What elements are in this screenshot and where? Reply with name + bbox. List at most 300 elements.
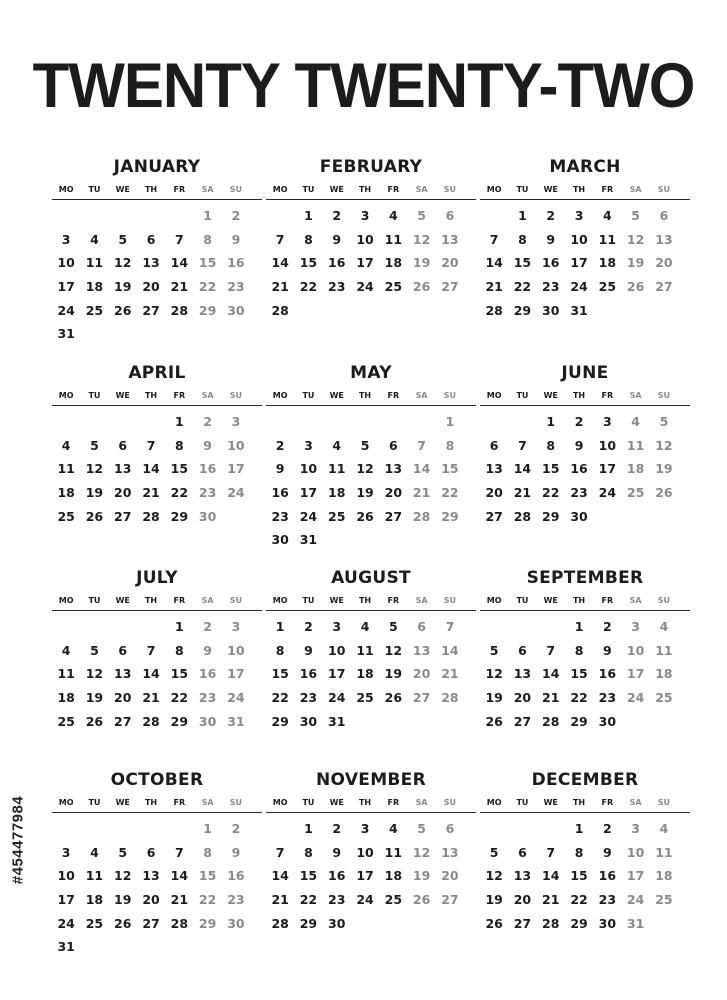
day-cell: 12 — [356, 461, 374, 477]
day-cell: 19 — [485, 892, 503, 908]
day-cell: 19 — [485, 690, 503, 706]
day-cell: 14 — [485, 255, 503, 271]
day-cell: 17 — [57, 892, 75, 908]
day-cell: 3 — [574, 208, 584, 223]
day-cell: 14 — [142, 666, 160, 682]
day-cell: 31 — [57, 939, 75, 955]
day-cell: 19 — [412, 868, 431, 884]
weekday-label: TH — [572, 391, 586, 400]
day-cell: 7 — [146, 437, 156, 453]
day-cell: 11 — [384, 231, 403, 247]
day-cell: 5 — [360, 437, 370, 453]
empty-cell — [52, 204, 80, 228]
empty-cell — [508, 615, 536, 639]
day-cell: 5 — [90, 642, 99, 658]
day-cell: 30 — [328, 915, 346, 931]
day-cell: 24 — [328, 690, 346, 706]
day-cell: 24 — [356, 279, 374, 295]
day-cell: 31 — [299, 532, 318, 548]
day-cell: 13 — [485, 461, 503, 477]
day-cell: 29 — [271, 713, 289, 729]
day-cell: 19 — [412, 255, 431, 271]
empty-cell — [266, 410, 294, 434]
day-cell: 17 — [570, 255, 588, 271]
day-cell: 9 — [602, 642, 612, 658]
weekday-label: SU — [657, 798, 671, 807]
day-cell: 27 — [655, 279, 673, 295]
month-name: APRIL — [128, 363, 186, 383]
month-june — [480, 361, 690, 528]
empty-cell — [137, 410, 165, 434]
day-cell: 25 — [626, 485, 645, 501]
day-cell: 31 — [328, 713, 346, 729]
day-cell: 23 — [299, 690, 318, 706]
empty-cell — [137, 817, 165, 841]
day-cell: 11 — [598, 231, 617, 247]
empty-cell — [323, 410, 351, 434]
day-cell: 30 — [598, 915, 617, 931]
weekday-label: SU — [443, 798, 457, 807]
day-cell: 9 — [203, 642, 212, 658]
day-cell: 26 — [384, 690, 403, 706]
day-cell: 17 — [598, 461, 617, 477]
day-cell: 17 — [227, 666, 245, 682]
weekday-label: SA — [201, 391, 214, 400]
empty-cell — [351, 410, 379, 434]
weekday-label: FR — [173, 391, 186, 400]
day-cell: 1 — [174, 414, 184, 429]
day-cell: 3 — [602, 414, 612, 429]
day-cell: 2 — [203, 619, 212, 634]
day-cell: 7 — [275, 844, 285, 860]
day-cell: 27 — [441, 892, 459, 908]
day-cell: 12 — [655, 437, 673, 453]
day-cell: 21 — [513, 485, 532, 501]
empty-cell — [407, 410, 435, 434]
day-cell: 9 — [574, 437, 584, 453]
weekday-label: SU — [229, 596, 243, 605]
day-cell: 29 — [542, 508, 560, 524]
day-cell: 9 — [332, 844, 342, 860]
day-cell: 20 — [142, 279, 160, 295]
day-cell: 22 — [441, 485, 459, 501]
day-cell: 14 — [170, 868, 189, 884]
day-cell: 23 — [570, 485, 588, 501]
day-cell: 18 — [57, 485, 75, 501]
day-cell: 6 — [417, 619, 426, 634]
day-cell: 21 — [142, 485, 160, 501]
day-cell: 10 — [626, 844, 645, 860]
day-cell: 15 — [441, 461, 459, 477]
month-name: JANUARY — [113, 157, 201, 177]
weekday-label: MO — [272, 596, 288, 605]
day-cell: 12 — [114, 868, 132, 884]
day-cell: 8 — [275, 642, 285, 658]
day-cell: 20 — [142, 892, 160, 908]
day-cell: 11 — [655, 642, 673, 658]
empty-cell — [52, 410, 80, 434]
day-cell: 11 — [356, 642, 374, 658]
day-cell: 10 — [57, 255, 75, 271]
day-cell: 6 — [518, 642, 527, 658]
day-cell: 15 — [542, 461, 560, 477]
weekday-label: TU — [516, 798, 529, 807]
empty-cell — [537, 615, 565, 639]
weekday-label: WE — [115, 185, 130, 194]
day-cell: 17 — [356, 255, 374, 271]
day-cell: 2 — [602, 821, 612, 836]
month-name: NOVEMBER — [316, 770, 426, 790]
weekday-label: MO — [486, 391, 502, 400]
day-cell: 12 — [384, 642, 403, 658]
weekday-label: TU — [516, 596, 529, 605]
day-cell: 28 — [542, 713, 560, 729]
month-name: AUGUST — [331, 568, 411, 588]
day-cell: 2 — [275, 437, 285, 453]
month-september — [480, 566, 690, 733]
day-cell: 23 — [598, 892, 617, 908]
day-cell: 9 — [203, 437, 212, 453]
day-cell: 31 — [57, 326, 75, 342]
day-cell: 12 — [485, 666, 503, 682]
weekday-label: SU — [657, 185, 671, 194]
day-cell: 5 — [118, 231, 128, 247]
month-november — [266, 768, 476, 935]
weekday-label: TU — [88, 391, 101, 400]
day-cell: 29 — [198, 302, 217, 318]
day-cell: 16 — [198, 666, 217, 682]
day-cell: 21 — [485, 279, 503, 295]
day-cell: 8 — [574, 642, 584, 658]
day-cell: 8 — [304, 844, 313, 860]
day-cell: 17 — [227, 461, 245, 477]
day-cell: 18 — [384, 868, 403, 884]
day-cell: 10 — [626, 642, 645, 658]
empty-cell — [109, 410, 137, 434]
empty-cell — [480, 410, 508, 434]
day-cell: 11 — [85, 255, 104, 271]
empty-cell — [137, 204, 165, 228]
day-cell: 10 — [227, 642, 245, 658]
day-cell: 7 — [275, 231, 285, 247]
empty-cell — [165, 204, 193, 228]
day-cell: 20 — [655, 255, 673, 271]
day-cell: 5 — [631, 208, 640, 223]
day-cell: 3 — [360, 821, 370, 836]
weekday-label: FR — [173, 798, 186, 807]
weekday-label: TH — [572, 798, 586, 807]
day-cell: 8 — [546, 437, 556, 453]
day-cell: 1 — [304, 208, 313, 223]
day-cell: 25 — [356, 690, 374, 706]
weekday-label: FR — [387, 391, 400, 400]
day-cell: 24 — [57, 302, 75, 318]
day-cell: 28 — [271, 915, 289, 931]
weekday-label: TH — [358, 596, 372, 605]
day-cell: 15 — [299, 255, 318, 271]
day-cell: 7 — [546, 844, 556, 860]
day-cell: 1 — [174, 619, 184, 634]
weekday-header — [52, 181, 262, 200]
day-cell: 26 — [356, 508, 374, 524]
day-cell: 13 — [142, 868, 160, 884]
empty-cell — [294, 410, 322, 434]
weekday-label: FR — [601, 798, 614, 807]
day-cell: 9 — [602, 844, 612, 860]
day-grid — [266, 817, 476, 935]
day-cell: 23 — [227, 892, 245, 908]
day-cell: 21 — [271, 892, 289, 908]
day-grid — [480, 817, 690, 935]
day-cell: 21 — [271, 279, 289, 295]
day-cell: 6 — [518, 844, 527, 860]
day-cell: 5 — [659, 414, 669, 429]
empty-cell — [80, 615, 108, 639]
day-cell: 31 — [626, 915, 645, 931]
day-cell: 26 — [485, 713, 503, 729]
empty-cell — [137, 615, 165, 639]
day-cell: 6 — [659, 208, 669, 223]
day-cell: 5 — [90, 437, 99, 453]
weekday-label: MO — [486, 596, 502, 605]
day-cell: 13 — [441, 844, 459, 860]
day-cell: 16 — [299, 666, 318, 682]
day-cell: 2 — [546, 208, 556, 223]
day-cell: 10 — [57, 868, 75, 884]
weekday-label: SA — [629, 596, 642, 605]
weekday-label: MO — [58, 596, 74, 605]
weekday-label: SU — [657, 596, 671, 605]
day-cell: 16 — [542, 255, 560, 271]
month-name: MARCH — [549, 157, 621, 177]
weekday-label: WE — [115, 391, 130, 400]
day-cell: 21 — [170, 279, 189, 295]
day-cell: 13 — [114, 666, 132, 682]
day-cell: 24 — [299, 508, 318, 524]
day-cell: 22 — [570, 690, 588, 706]
weekday-header — [266, 181, 476, 200]
month-august — [266, 566, 476, 733]
day-cell: 14 — [142, 461, 160, 477]
day-cell: 24 — [626, 690, 645, 706]
day-cell: 7 — [489, 231, 499, 247]
day-cell: 25 — [655, 690, 673, 706]
day-cell: 20 — [513, 690, 532, 706]
empty-cell — [109, 204, 137, 228]
day-cell: 26 — [85, 508, 104, 524]
day-cell: 3 — [231, 414, 241, 429]
month-name: SEPTEMBER — [526, 568, 644, 588]
empty-cell — [537, 817, 565, 841]
day-cell: 14 — [412, 461, 431, 477]
day-cell: 29 — [170, 713, 189, 729]
day-cell: 18 — [384, 255, 403, 271]
day-cell: 16 — [328, 868, 346, 884]
day-cell: 18 — [85, 892, 104, 908]
day-cell: 26 — [485, 915, 503, 931]
day-cell: 11 — [57, 461, 75, 477]
day-cell: 20 — [114, 485, 132, 501]
weekday-label: WE — [543, 798, 558, 807]
day-cell: 1 — [203, 208, 212, 223]
day-cell: 30 — [570, 508, 588, 524]
day-cell: 25 — [85, 915, 104, 931]
day-cell: 29 — [570, 713, 588, 729]
day-cell: 21 — [412, 485, 431, 501]
day-cell: 22 — [299, 892, 318, 908]
day-cell: 8 — [203, 231, 212, 247]
empty-cell — [80, 204, 108, 228]
day-cell: 17 — [626, 868, 645, 884]
empty-cell — [266, 204, 294, 228]
day-cell: 26 — [626, 279, 645, 295]
day-cell: 23 — [227, 279, 245, 295]
month-february — [266, 155, 476, 322]
weekday-header — [266, 387, 476, 406]
day-cell: 30 — [299, 713, 318, 729]
day-cell: 4 — [61, 642, 71, 658]
weekday-label: FR — [173, 185, 186, 194]
day-cell: 27 — [114, 508, 132, 524]
day-cell: 18 — [328, 485, 346, 501]
day-cell: 6 — [445, 821, 455, 836]
day-grid — [266, 410, 476, 552]
weekday-label: TU — [88, 798, 101, 807]
day-cell: 10 — [356, 231, 374, 247]
day-cell: 1 — [574, 821, 584, 836]
day-cell: 22 — [570, 892, 588, 908]
day-cell: 15 — [299, 868, 318, 884]
day-cell: 30 — [198, 713, 217, 729]
day-cell: 13 — [441, 231, 459, 247]
day-cell: 11 — [384, 844, 403, 860]
day-cell: 28 — [542, 915, 560, 931]
day-cell: 10 — [356, 844, 374, 860]
day-cell: 19 — [114, 892, 132, 908]
day-cell: 14 — [170, 255, 189, 271]
day-cell: 7 — [518, 437, 527, 453]
empty-cell — [109, 615, 137, 639]
day-cell: 4 — [388, 821, 398, 836]
day-cell: 16 — [570, 461, 588, 477]
weekday-label: WE — [329, 185, 344, 194]
day-cell: 3 — [631, 619, 640, 634]
weekday-header — [52, 387, 262, 406]
day-cell: 7 — [445, 619, 455, 634]
weekday-label: MO — [58, 391, 74, 400]
weekday-label: FR — [387, 185, 400, 194]
day-cell: 7 — [146, 642, 156, 658]
day-cell: 21 — [142, 690, 160, 706]
weekday-label: WE — [543, 596, 558, 605]
day-cell: 20 — [485, 485, 503, 501]
weekday-label: SA — [415, 185, 428, 194]
weekday-label: MO — [272, 798, 288, 807]
day-cell: 27 — [441, 279, 459, 295]
weekday-label: TU — [88, 596, 101, 605]
day-cell: 1 — [546, 414, 556, 429]
day-cell: 12 — [85, 666, 104, 682]
stock-image-id-text: #454477984 — [9, 795, 27, 885]
day-cell: 13 — [412, 642, 431, 658]
day-cell: 6 — [146, 231, 156, 247]
day-cell: 26 — [412, 279, 431, 295]
day-cell: 4 — [659, 619, 669, 634]
day-cell: 18 — [57, 690, 75, 706]
day-cell: 27 — [412, 690, 431, 706]
day-cell: 27 — [384, 508, 403, 524]
day-cell: 30 — [271, 532, 289, 548]
weekday-label: SA — [629, 185, 642, 194]
day-cell: 24 — [570, 279, 588, 295]
day-cell: 25 — [85, 302, 104, 318]
day-cell: 26 — [412, 892, 431, 908]
weekday-label: TU — [516, 391, 529, 400]
weekday-header — [480, 794, 690, 813]
day-cell: 3 — [631, 821, 640, 836]
day-cell: 20 — [441, 255, 459, 271]
day-cell: 19 — [384, 666, 403, 682]
day-cell: 3 — [304, 437, 313, 453]
weekday-label: SA — [629, 798, 642, 807]
day-cell: 11 — [626, 437, 645, 453]
day-cell: 7 — [417, 437, 426, 453]
day-cell: 14 — [542, 666, 560, 682]
weekday-label: TH — [144, 391, 158, 400]
day-cell: 20 — [412, 666, 431, 682]
day-cell: 3 — [231, 619, 241, 634]
day-cell: 30 — [198, 508, 217, 524]
day-cell: 15 — [570, 666, 588, 682]
day-cell: 11 — [655, 844, 673, 860]
weekday-header — [480, 387, 690, 406]
day-cell: 10 — [299, 461, 318, 477]
day-cell: 28 — [513, 508, 532, 524]
day-cell: 13 — [655, 231, 673, 247]
month-october — [52, 768, 262, 959]
month-may — [266, 361, 476, 552]
day-cell: 14 — [441, 642, 459, 658]
day-cell: 23 — [542, 279, 560, 295]
weekday-label: SA — [629, 391, 642, 400]
day-cell: 4 — [659, 821, 669, 836]
day-cell: 10 — [598, 437, 617, 453]
day-cell: 4 — [360, 619, 370, 634]
weekday-label: SA — [415, 798, 428, 807]
day-cell: 29 — [170, 508, 189, 524]
month-name: JULY — [136, 568, 178, 588]
weekday-header — [480, 181, 690, 200]
day-cell: 30 — [227, 302, 245, 318]
day-grid — [480, 204, 690, 322]
day-cell: 31 — [570, 302, 588, 318]
weekday-label: TH — [358, 185, 372, 194]
weekday-header — [266, 794, 476, 813]
day-cell: 15 — [271, 666, 289, 682]
day-cell: 8 — [174, 437, 184, 453]
weekday-label: MO — [486, 798, 502, 807]
day-cell: 27 — [513, 915, 532, 931]
day-cell: 5 — [388, 619, 398, 634]
day-cell: 5 — [417, 821, 426, 836]
day-cell: 8 — [518, 231, 527, 247]
day-cell: 27 — [485, 508, 503, 524]
day-cell: 9 — [332, 231, 342, 247]
day-cell: 24 — [57, 915, 75, 931]
day-cell: 4 — [61, 437, 71, 453]
day-cell: 4 — [602, 208, 612, 223]
empty-cell — [109, 817, 137, 841]
